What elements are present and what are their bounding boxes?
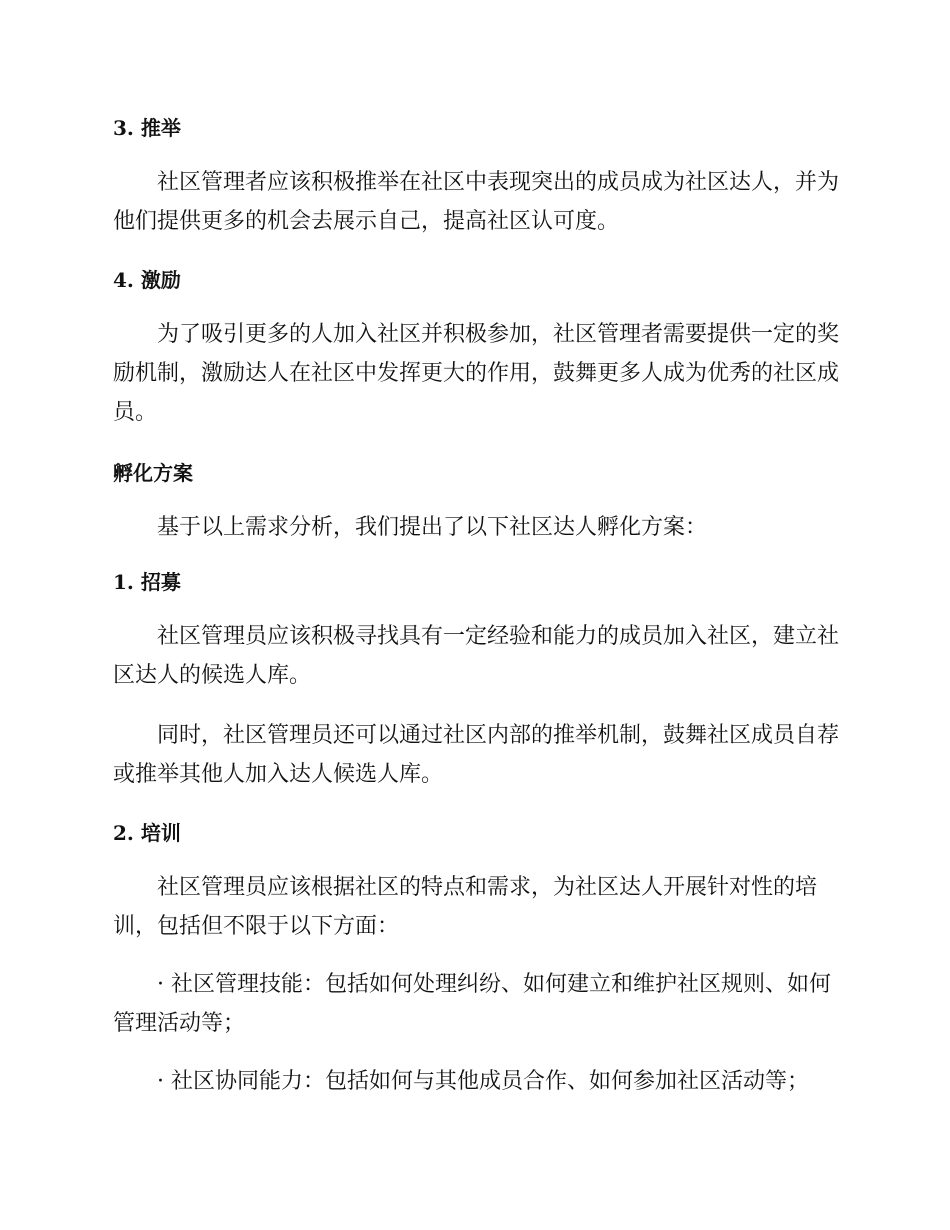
paragraph-line: · 社区协同能力：包括如何与其他成员合作、如何参加社区活动等； (157, 1069, 809, 1094)
paragraph-line: 他们提供更多的机会去展示自己，提高社区认可度。 (113, 209, 620, 234)
paragraph-training (113, 868, 833, 946)
section-heading-incubation-plan: 孵化方案 (113, 461, 193, 485)
section-heading-3-recommend: 3. 推举 (113, 116, 181, 140)
paragraph-line: 社区管理员应该根据社区的特点和需求，为社区达人开展针对性的培 (157, 875, 818, 900)
bullet-item-collaboration (113, 1062, 833, 1101)
paragraph-recruit-2 (113, 716, 840, 794)
paragraph-recruit (113, 617, 840, 695)
paragraph-incentive (113, 315, 840, 432)
paragraph-line: 励机制，激励达人在社区中发挥更大的作用，鼓舞更多人成为优秀的社区成 (113, 361, 840, 386)
paragraph-line: 或推举其他人加入达人候选人库。 (113, 762, 444, 787)
paragraph-line: 基于以上需求分析，我们提出了以下社区达人孵化方案： (157, 515, 708, 540)
section-heading-4-incentive: 4. 激励 (113, 268, 181, 292)
paragraph-line: 同时，社区管理员还可以通过社区内部的推举机制，鼓舞社区成员自荐 (157, 723, 840, 748)
paragraph-line: 社区管理员应该积极寻找具有一定经验和能力的成员加入社区，建立社 (157, 624, 840, 649)
paragraph-line: 社区管理者应该积极推举在社区中表现突出的成员成为社区达人，并为 (157, 170, 840, 195)
paragraph-line: 区达人的候选人库。 (113, 663, 312, 688)
paragraph-line: 管理活动等； (113, 1011, 246, 1036)
paragraph-line: 员。 (113, 400, 158, 425)
paragraph-plan-intro (113, 508, 833, 547)
section-heading-1-recruit: 1. 招募 (113, 570, 181, 594)
paragraph-recommend (113, 163, 840, 241)
paragraph-line: · 社区管理技能：包括如何处理纠纷、如何建立和维护社区规则、如何 (157, 972, 831, 997)
section-heading-2-training: 2. 培训 (113, 821, 181, 845)
paragraph-line: 训，包括但不限于以下方面： (113, 914, 400, 939)
paragraph-line: 为了吸引更多的人加入社区并积极参加，社区管理者需要提供一定的奖 (157, 322, 840, 347)
bullet-item-management-skills (113, 965, 833, 1043)
